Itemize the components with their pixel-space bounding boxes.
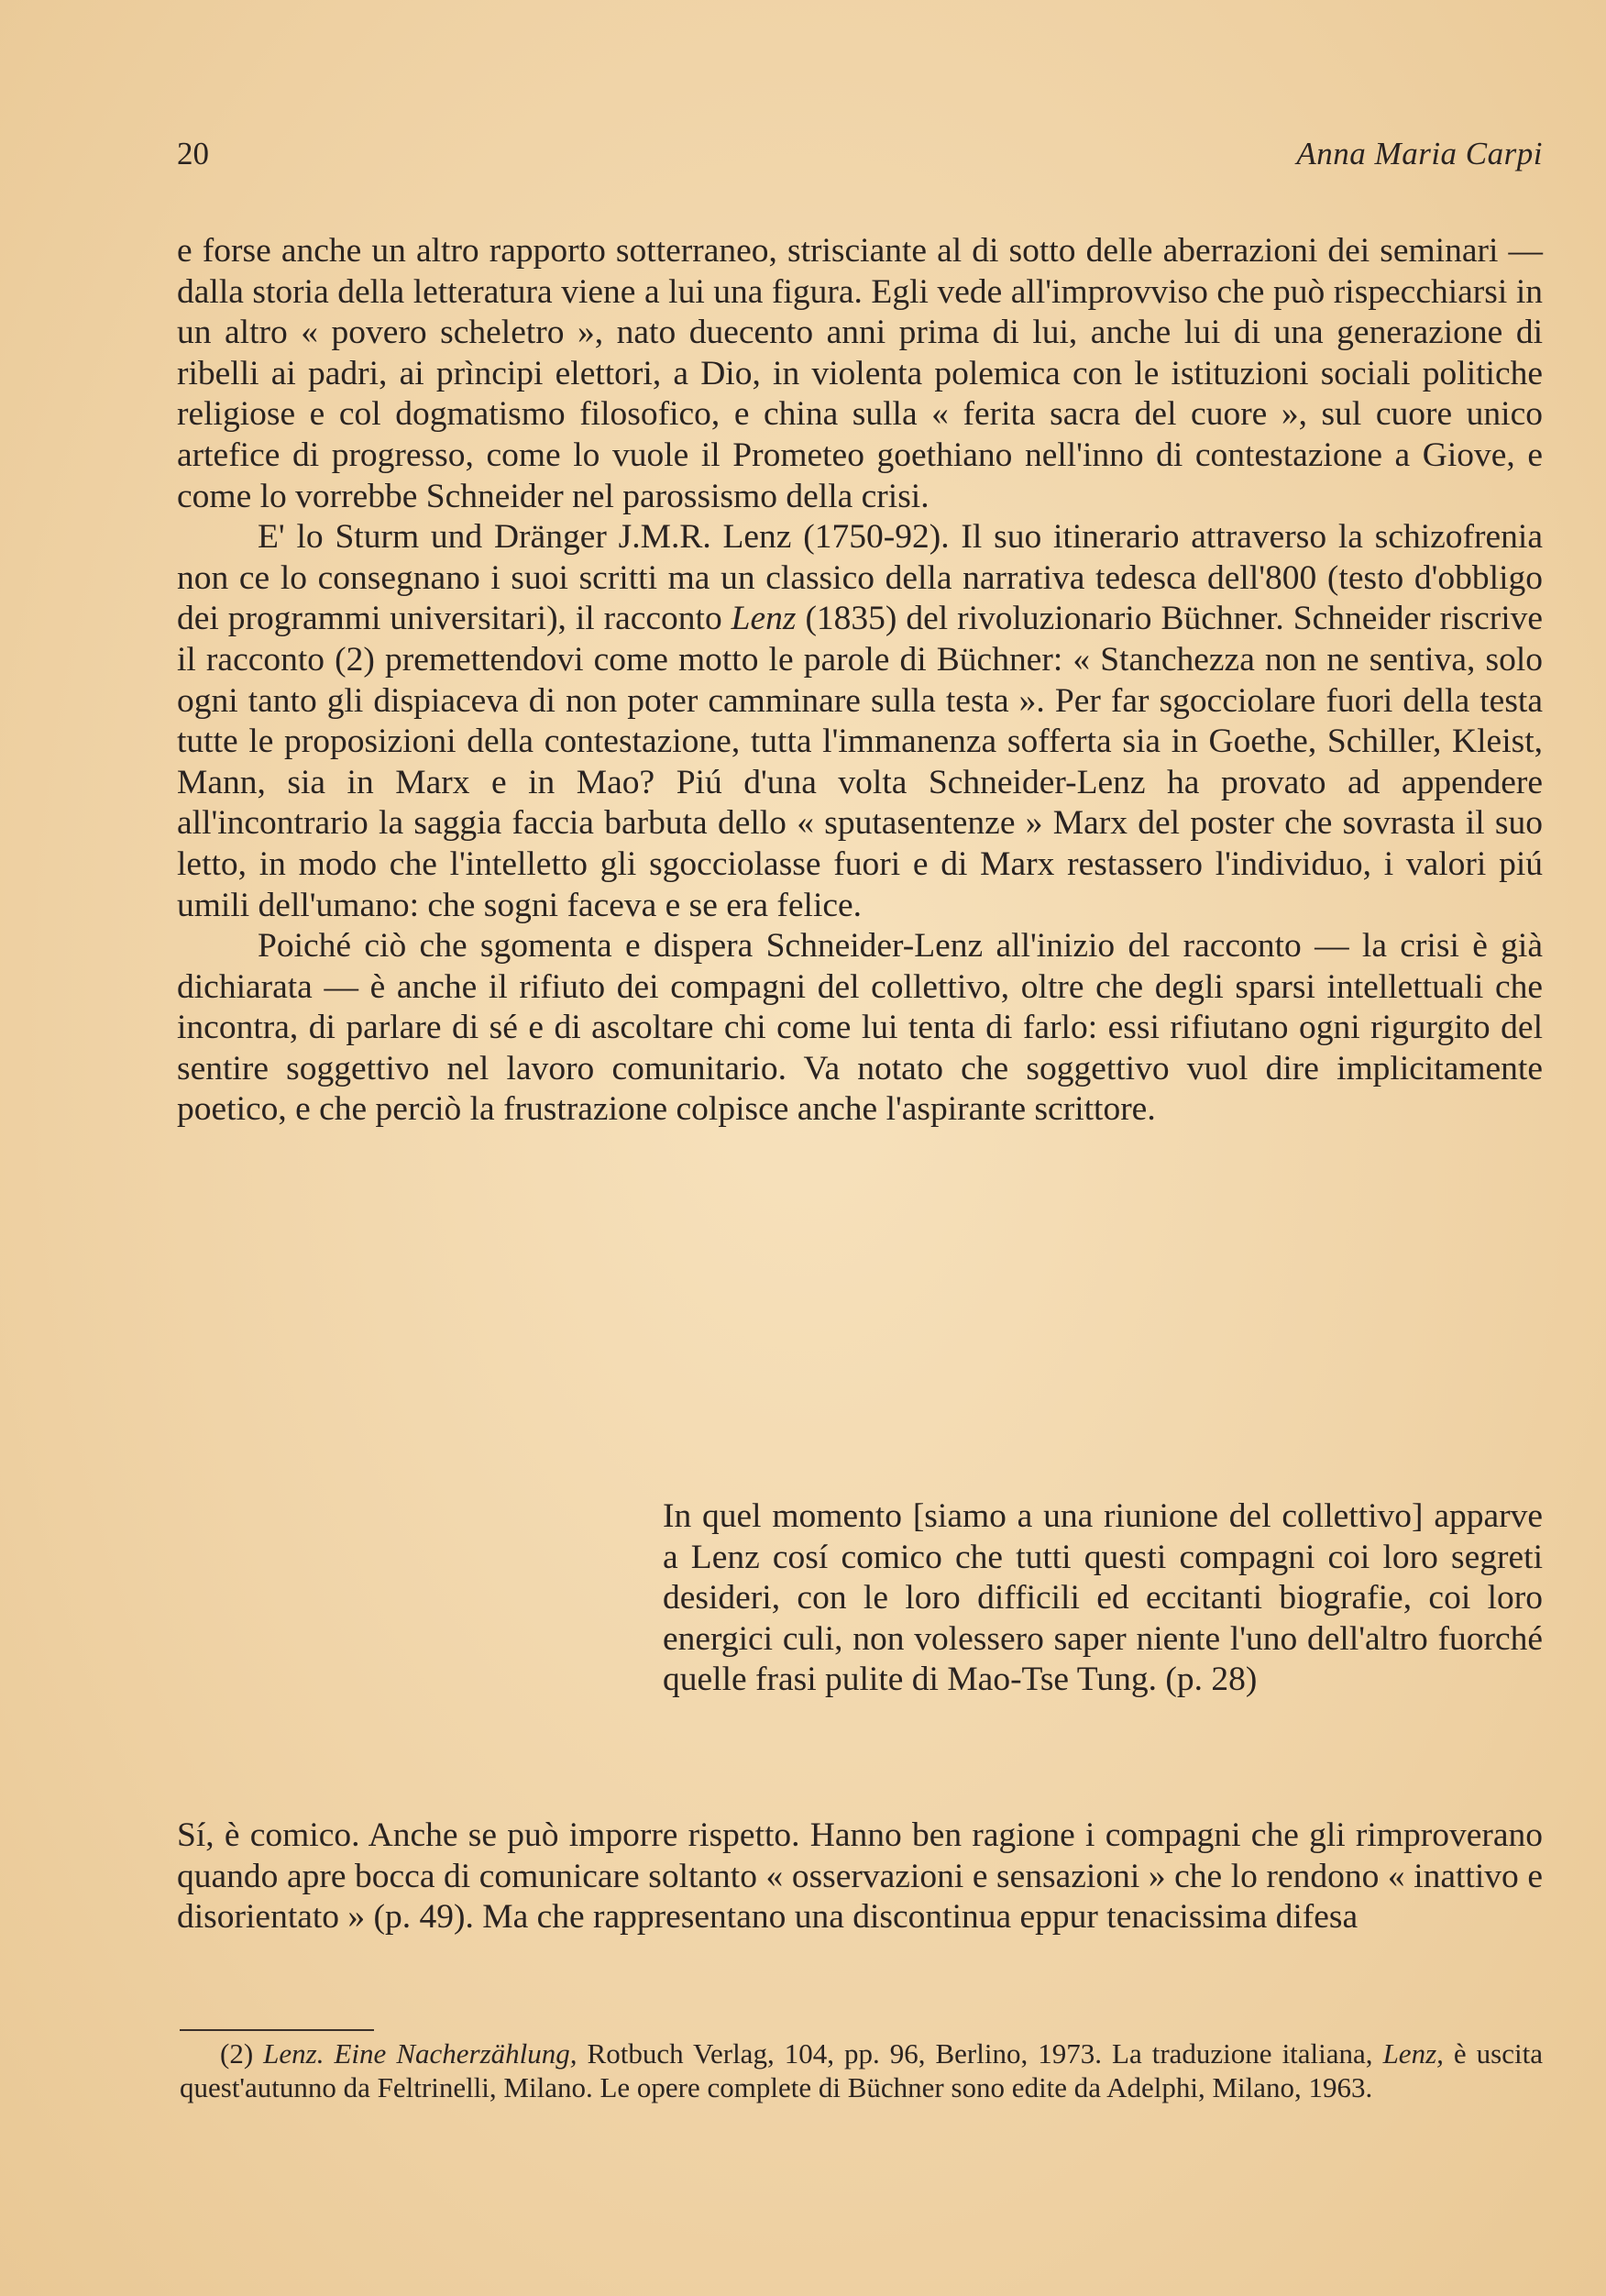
paragraph-2-part-b: (1835) del rivoluzionario Büchner. Schneider riscrive il racconto (2) premettendovi come motto le parole di Büchner: « Stanchezza non ne sentiva, solo ogni tanto gli dispiaceva di non poter camminare sulla testa ». Per far sgocciolare fuori della testa tutte le proposizioni della contestazione, tutta l'immanenza sofferta sia in Goethe, Schiller, Kleist, Mann, sia in Marx e in Mao? Piú d'una volta Schneider-Lenz ha provato ad appendere all'incontrario la saggia faccia barbuta dello « sputasentenze » Marx del poster che sovrasta il suo letto, in modo che l'intelletto gli sgocciolasse fuori e di Marx restassero l'individuo, i valori piú umili dell'umano: che sogni faceva e se era felice. <box>177 600 1544 924</box>
paragraph-4: Sí, è comico. Anche se può imporre rispetto. Hanno ben ragione i compagni che gli rimproverano quando apre bocca di comunicare soltanto « osservazioni e sensazioni » che lo rendono « inattivo e disorientato » (p. 49). Ma che rappresentano una discontinua eppur tenacissima difesa <box>177 1816 1543 1937</box>
paragraph-2-part-a: E' lo Sturm und Dränger J.M.R. Lenz (1750-92). Il suo itinerario attraverso la schizofrenia non ce lo consegnano i suoi scritti ma un classico della narrativa tedesca dell'800 (testo d'obbligo dei programmi universitari), il racconto <box>177 518 1543 638</box>
footnote-text-1: Rotbuch Verlag, 104, pp. 96, Berlino, 1973. La traduzione italiana, <box>587 2037 1373 2070</box>
footnote-marker: (2) <box>220 2037 254 2070</box>
footnote-2 <box>180 2037 1543 2104</box>
main-text <box>177 231 1543 1131</box>
paragraph-1: e forse anche un altro rapporto sotterraneo, strisciante al di sotto delle aberrazioni dei seminari — dalla storia della letteratura viene a lui una figura. Egli vede all'improvviso che può rispecchiarsi in un altro « povero scheletro », nato duecento anni prima di lui, anche lui di una generazione di ribelli ai padri, ai prìncipi elettori, a Dio, in violenta polemica con le istituzioni sociali politiche religiose e col dogmatismo filosofico, e china sulla « ferita sacra del cuore », sul cuore unico artefice di progresso, come lo vuole il Prometeo goethiano nell'inno di contestazione a Giove, e come lo vorrebbe Schneider nel parossismo della crisi. <box>177 232 1543 515</box>
paragraph-3: Poiché ciò che sgomenta e dispera Schneider-Lenz all'inizio del racconto — la crisi è già dichiarata — è anche il rifiuto dei compagni del collettivo, oltre che degli sparsi intellettuali che incontra, di parlare di sé e di ascoltare chi come lui tenta di farlo: essi rifiutano ogni rigurgito del sentire soggettivo nel lavoro comunitario. Va notato che soggettivo vuol dire implicitamente poetico, e che perciò la frustrazione colpisce anche l'aspirante scrittore. <box>177 927 1543 1129</box>
footnote <box>180 2037 1543 2104</box>
running-head <box>177 136 1543 182</box>
footnote-title-2: Lenz, <box>1382 2037 1444 2070</box>
paragraph-2 <box>177 517 1543 926</box>
footnote-text-2: è uscita quest'autunno da Feltrinelli, Milano. Le opere complete di Büchner sono edite da Adelphi, Milano, 1963. <box>180 2037 1543 2103</box>
running-head-author: Anna Maria Carpi <box>1296 136 1543 171</box>
paragraph-2-title: Lenz <box>731 600 797 638</box>
page-number: 20 <box>177 136 209 171</box>
block-quote-text: In quel momento [siamo a una riunione del collettivo] apparve a Lenz cosí comico che tutti questi compagni coi loro segreti desideri, con le loro difficili ed eccitanti biografie, coi loro energici culi, non volessero saper niente l'uno dell'altro fuorché quelle frasi pulite di Mao-Tse Tung. (p. 28) <box>663 1497 1543 1699</box>
block-quote <box>663 1496 1543 1701</box>
continuation-text <box>177 1816 1543 1938</box>
footnote-title-1: Lenz. Eine Nacherzählung, <box>263 2037 578 2070</box>
footnote-rule <box>180 2029 374 2031</box>
